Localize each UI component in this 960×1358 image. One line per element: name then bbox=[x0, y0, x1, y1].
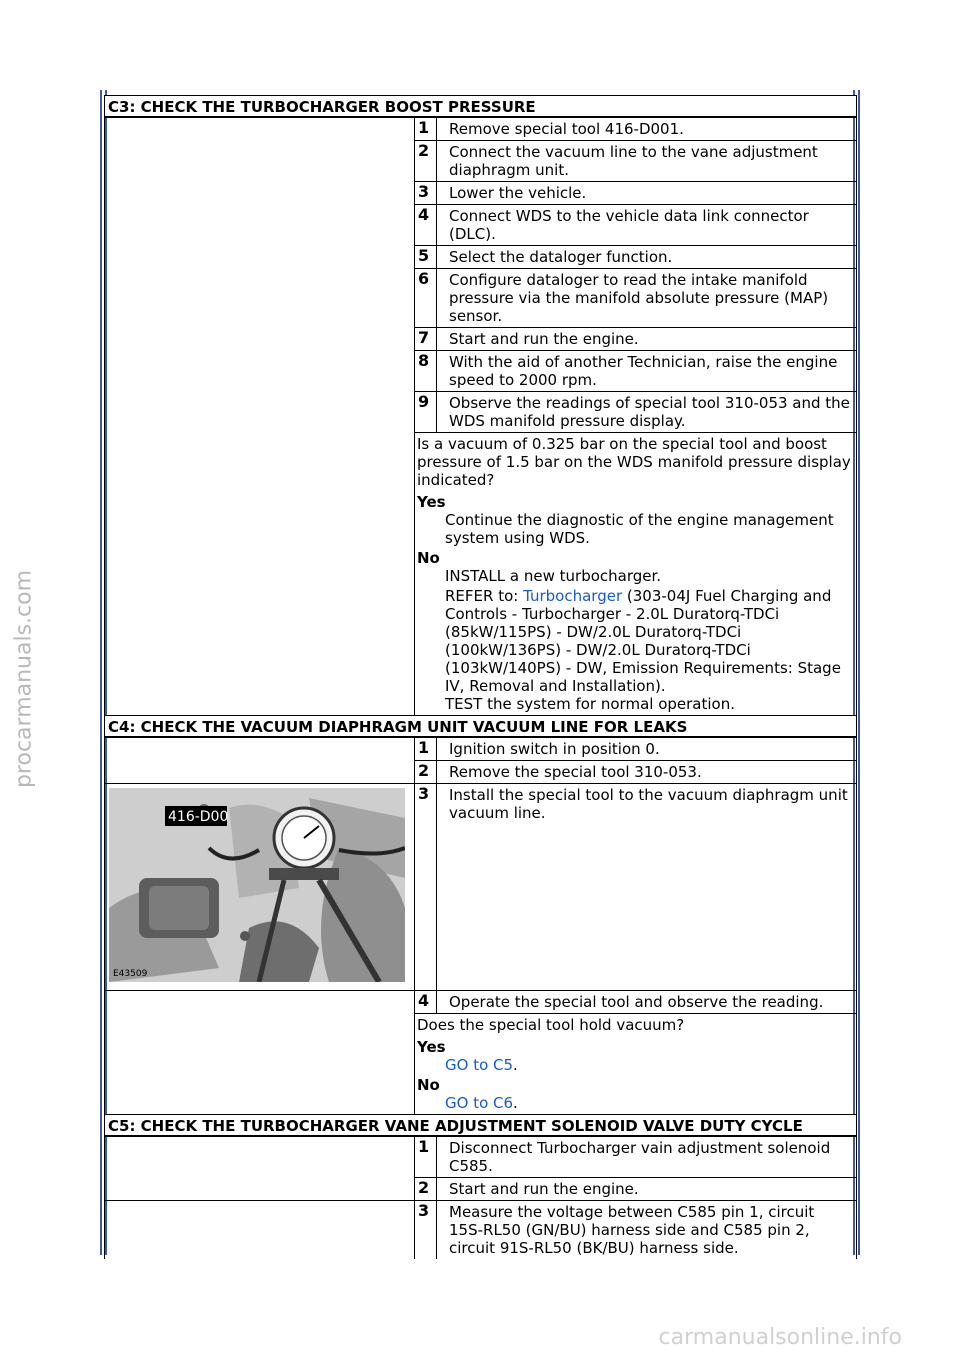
step-number: 4 bbox=[415, 991, 437, 1013]
step-number: 5 bbox=[415, 246, 437, 268]
step-text: Select the dataloger function. bbox=[449, 248, 673, 266]
photo-code: E43509 bbox=[113, 969, 148, 979]
c3-step-9 bbox=[415, 392, 857, 433]
go-to-c6-link[interactable]: GO to C6 bbox=[445, 1094, 514, 1112]
step-text: Install the special tool to the vacuum diaphragm unit vacuum line. bbox=[449, 786, 848, 822]
c5-step-3 bbox=[415, 1201, 857, 1260]
yes-label: Yes bbox=[417, 1038, 446, 1056]
step-text: Start and run the engine. bbox=[449, 1180, 639, 1198]
c3-step-2 bbox=[415, 141, 857, 182]
c4-step-3 bbox=[415, 784, 857, 991]
page-rule-left-outer bbox=[100, 90, 102, 1255]
c4-step-1 bbox=[415, 737, 857, 761]
step-text: Observe the readings of special tool 310-053 and the WDS manifold pressure display. bbox=[449, 394, 850, 430]
go-to-c5-link[interactable]: GO to C5 bbox=[445, 1056, 514, 1074]
c3-no-line1: INSTALL a new turbocharger. bbox=[445, 567, 662, 585]
no-label: No bbox=[417, 549, 440, 567]
step-text: Connect WDS to the vehicle data link connector (DLC). bbox=[449, 207, 809, 243]
c3-step-7 bbox=[415, 328, 857, 351]
turbocharger-link[interactable]: Turbocharger bbox=[523, 587, 623, 605]
c5-step-1 bbox=[415, 1136, 857, 1178]
step-number: 2 bbox=[415, 141, 437, 181]
step-number: 9 bbox=[415, 392, 437, 432]
page-rule-right-outer bbox=[858, 90, 860, 1255]
c3-header: C3: CHECK THE TURBOCHARGER BOOST PRESSURE bbox=[105, 96, 857, 118]
c4-step-4 bbox=[415, 991, 857, 1014]
c5-blank-cell bbox=[105, 1136, 415, 1201]
c3-image-cell bbox=[105, 117, 415, 716]
c3-step-6 bbox=[415, 269, 857, 328]
c3-yes-text: Continue the diagnostic of the engine management system using WDS. bbox=[445, 511, 834, 547]
c4-photo-cell bbox=[105, 784, 415, 991]
step-text: Connect the vacuum line to the vane adjustment diaphragm unit. bbox=[449, 143, 818, 179]
c3-step-8 bbox=[415, 351, 857, 392]
step-number: 2 bbox=[415, 761, 437, 783]
c3-step-5 bbox=[415, 246, 857, 269]
step-number: 4 bbox=[415, 205, 437, 245]
c3-step-3 bbox=[415, 182, 857, 205]
step-text: Remove special tool 416-D001. bbox=[449, 120, 684, 138]
c3-step-1 bbox=[415, 117, 857, 141]
c5-image-cell bbox=[105, 1201, 415, 1260]
c3-question: Is a vacuum of 0.325 bar on the special tool and boost pressure of 1.5 bar on the WDS manifold pressure display indicated? bbox=[417, 435, 851, 489]
c5-header: C5: CHECK THE TURBOCHARGER VANE ADJUSTMENT SOLENOID VALVE DUTY CYCLE bbox=[105, 1115, 857, 1137]
step-number: 7 bbox=[415, 328, 437, 350]
photo-tag-text: 416-D00 bbox=[168, 809, 229, 825]
step-text: Remove the special tool 310-053. bbox=[449, 763, 702, 781]
c3-no-reference: REFER to: Turbocharger (303-04J Fuel Charging and Controls - Turbocharger - 2.0L Duratorq-TDCi (85kW/115PS) - DW/2.0L Duratorq-TDCi (100kW/136PS) - DW/2.0L Duratorq-TDCi (103kW/140PS) - DW, Emission Requirements: Stage IV, Removal and Installation). bbox=[445, 587, 841, 695]
step-number: 1 bbox=[415, 118, 437, 140]
step-number: 1 bbox=[415, 738, 437, 760]
step-text: Configure dataloger to read the intake manifold pressure via the manifold absolute pressure (MAP) sensor. bbox=[449, 271, 829, 325]
step-text: Disconnect Turbocharger vain adjustment solenoid C585. bbox=[449, 1139, 831, 1175]
vacuum-tool-photo bbox=[109, 788, 405, 982]
step-number: 3 bbox=[415, 784, 437, 990]
no-label: No bbox=[417, 1076, 440, 1094]
yes-label: Yes bbox=[417, 493, 446, 511]
c3-result bbox=[415, 433, 857, 716]
step-number: 2 bbox=[415, 1178, 437, 1200]
step-number: 6 bbox=[415, 269, 437, 327]
c3-step-4 bbox=[415, 205, 857, 246]
step-text: Lower the vehicle. bbox=[449, 184, 587, 202]
diagnostic-table bbox=[104, 95, 857, 1259]
bottom-watermark: carmanualsonline.info bbox=[658, 1325, 902, 1350]
step-text: Ignition switch in position 0. bbox=[449, 740, 660, 758]
c4-step-2 bbox=[415, 761, 857, 784]
c4-header: C4: CHECK THE VACUUM DIAPHRAGM UNIT VACUUM LINE FOR LEAKS bbox=[105, 716, 857, 738]
c4-result: Does the special tool hold vacuum? Yes GO to C5. No GO to C6. bbox=[415, 1014, 857, 1115]
step-number: 3 bbox=[415, 1201, 437, 1259]
c4-question: Does the special tool hold vacuum? bbox=[417, 1016, 685, 1034]
step-number: 3 bbox=[415, 182, 437, 204]
step-text: Operate the special tool and observe the reading. bbox=[449, 993, 824, 1011]
step-text: Start and run the engine. bbox=[449, 330, 639, 348]
c4-blank-cell bbox=[105, 737, 415, 784]
side-watermark: procarmanuals.com bbox=[11, 569, 37, 789]
c5-step-2 bbox=[415, 1178, 857, 1201]
c4-blank-cell-2 bbox=[105, 991, 415, 1115]
step-text: With the aid of another Technician, raise the engine speed to 2000 rpm. bbox=[449, 353, 838, 389]
c3-no-line3: TEST the system for normal operation. bbox=[445, 695, 735, 713]
step-number: 1 bbox=[415, 1137, 437, 1177]
step-number: 8 bbox=[415, 351, 437, 391]
step-text: Measure the voltage between C585 pin 1, circuit 15S-RL50 (GN/BU) harness side and C585 pin 2, circuit 91S-RL50 (BK/BU) harness side. bbox=[449, 1203, 815, 1257]
